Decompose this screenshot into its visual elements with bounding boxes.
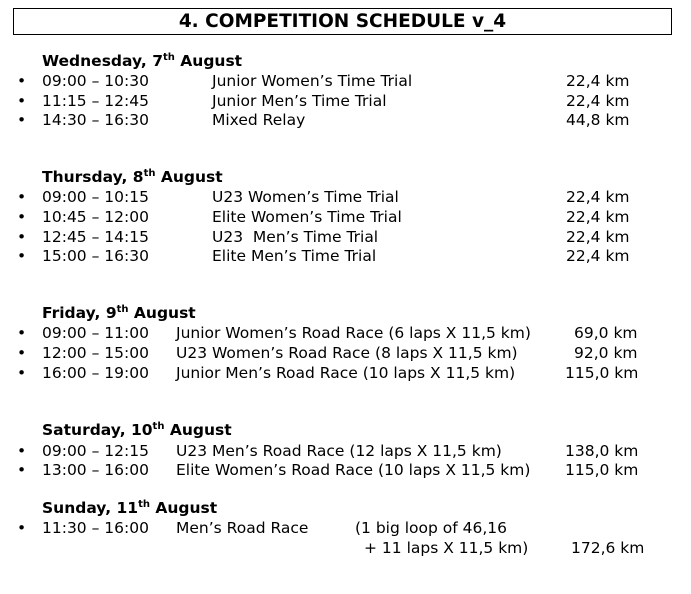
event-name: Junior Men’s Road Race (10 laps X 11,5 km)	[176, 364, 516, 382]
event-time: 14:30 – 16:30	[42, 111, 149, 129]
event-name: Junior Men’s Time Trial	[212, 92, 387, 110]
event-distance: 22,4 km	[566, 72, 630, 90]
event-time: 11:30 – 16:00	[42, 519, 149, 537]
schedule-row	[0, 441, 691, 461]
event-distance: 22,4 km	[566, 208, 630, 226]
bullet: •	[17, 111, 27, 129]
bullet: •	[17, 188, 27, 206]
event-time: 12:00 – 15:00	[42, 344, 149, 362]
bullet: •	[17, 461, 27, 479]
schedule-row	[0, 207, 691, 227]
page-title: 4. COMPETITION SCHEDULE v_4	[13, 8, 672, 35]
bullet: •	[17, 442, 27, 460]
event-distance: 22,4 km	[566, 247, 630, 265]
event-name: Elite Men’s Time Trial	[212, 247, 377, 265]
event-distance: 138,0 km	[565, 442, 639, 460]
event-distance: 44,8 km	[566, 111, 630, 129]
schedule-row	[0, 460, 691, 480]
event-name: U23 Men’s Road Race (12 laps X 11,5 km)	[176, 442, 502, 460]
event-distance: 22,4 km	[566, 188, 630, 206]
event-distance: 69,0 km	[574, 324, 638, 342]
event-time: 11:15 – 12:45	[42, 92, 149, 110]
schedule-row-continued	[0, 538, 691, 558]
schedule-row	[0, 363, 691, 383]
day-heading-sunday: Sunday, 11th August	[42, 499, 218, 517]
event-time: 09:00 – 10:30	[42, 72, 149, 90]
schedule-row	[0, 110, 691, 130]
event-name: Junior Women’s Time Trial	[212, 72, 413, 90]
day-heading-friday: Friday, 9th August	[42, 304, 196, 322]
event-note: + 11 laps X 11,5 km)	[364, 539, 529, 557]
bullet: •	[17, 364, 27, 382]
event-name: Elite Women’s Road Race (10 laps X 11,5 km)	[176, 461, 531, 479]
bullet: •	[17, 208, 27, 226]
bullet: •	[17, 72, 27, 90]
schedule-row	[0, 91, 691, 111]
event-distance: 22,4 km	[566, 228, 630, 246]
bullet: •	[17, 228, 27, 246]
schedule-row	[0, 227, 691, 247]
event-distance: 22,4 km	[566, 92, 630, 110]
bullet: •	[17, 324, 27, 342]
schedule-row	[0, 518, 691, 538]
schedule-row	[0, 323, 691, 343]
event-distance: 92,0 km	[574, 344, 638, 362]
day-heading-saturday: Saturday, 10th August	[42, 421, 232, 439]
event-name: Elite Women’s Time Trial	[212, 208, 402, 226]
event-time: 16:00 – 19:00	[42, 364, 149, 382]
schedule-row	[0, 343, 691, 363]
event-name: U23 Women’s Road Race (8 laps X 11,5 km)	[176, 344, 518, 362]
event-time: 13:00 – 16:00	[42, 461, 149, 479]
event-time: 10:45 – 12:00	[42, 208, 149, 226]
event-time: 09:00 – 11:00	[42, 324, 149, 342]
event-distance: 115,0 km	[565, 461, 639, 479]
event-distance: 172,6 km	[571, 539, 645, 557]
bullet: •	[17, 519, 27, 537]
event-time: 12:45 – 14:15	[42, 228, 149, 246]
schedule-row	[0, 246, 691, 266]
event-note: (1 big loop of 46,16	[355, 519, 508, 537]
bullet: •	[17, 344, 27, 362]
event-time: 15:00 – 16:30	[42, 247, 149, 265]
schedule-row	[0, 187, 691, 207]
schedule-row	[0, 71, 691, 91]
event-name: Men’s Road Race	[176, 519, 309, 537]
event-distance: 115,0 km	[565, 364, 639, 382]
day-heading-wednesday: Wednesday, 7th August	[42, 52, 243, 70]
event-name: Mixed Relay	[212, 111, 306, 129]
event-name: Junior Women’s Road Race (6 laps X 11,5 km)	[176, 324, 531, 342]
bullet: •	[17, 92, 27, 110]
event-name: U23 Men’s Time Trial	[212, 228, 379, 246]
bullet: •	[17, 247, 27, 265]
day-heading-thursday: Thursday, 8th August	[42, 168, 223, 186]
event-time: 09:00 – 12:15	[42, 442, 149, 460]
event-name: U23 Women’s Time Trial	[212, 188, 399, 206]
event-time: 09:00 – 10:15	[42, 188, 149, 206]
